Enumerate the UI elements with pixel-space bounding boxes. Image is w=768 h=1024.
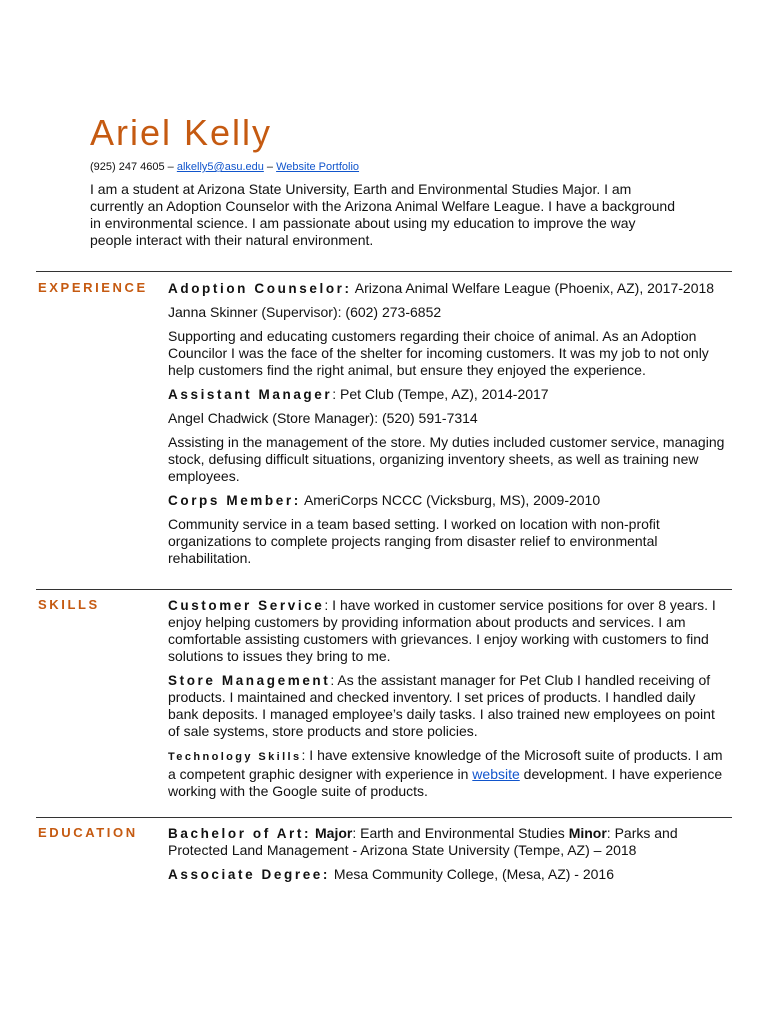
skill-name: Customer Service — [168, 598, 325, 613]
skill-text: : As the assistant manager for Pet Club I handled receiving of products. I maintained and checked inventory. I set prices of products. I handled daily bank deposits. I managed employee’s daily tasks. I also trained new employees on point of sale systems, store products and store policies. — [168, 672, 715, 739]
major-label: Major — [311, 825, 353, 841]
phone-number: (925) 247 4605 — [90, 161, 165, 173]
skill-text: : I have extensive knowledge of the Microsoft suite of products. I am a competent graphic designer with experience in — [168, 747, 723, 782]
skill-name: Technology Skills — [168, 751, 302, 763]
job-role: Assistant Manager — [168, 387, 333, 402]
job-description: Assisting in the management of the store. My duties included customer service, managing stock, defusing difficult situations, organizing inventory sheets, as well as training new employees. — [168, 434, 725, 484]
job-org: AmeriCorps NCCC (Vicksburg, MS), 2009-2010 — [300, 492, 601, 508]
education-item — [168, 825, 728, 859]
skill-item — [168, 672, 728, 740]
minor-text: : Parks and Protected Land Management - Arizona State University (Tempe, AZ) – 2018 — [168, 825, 678, 858]
section-divider — [36, 589, 732, 590]
minor-label: Minor — [568, 825, 607, 841]
email-link[interactable]: alkelly5@asu.edu — [176, 161, 264, 173]
separator: – — [263, 161, 277, 173]
summary-paragraph: I am a student at Arizona State University, Earth and Environmental Studies Major. I am currently an Adoption Counselor with the Arizona Animal Welfare League. I have a background in environmental science. I am passionate about using my education to improve the way people interact with their natural environment. — [90, 181, 675, 248]
education-list — [168, 825, 728, 883]
section-divider — [36, 271, 732, 272]
experience-list — [168, 280, 728, 567]
job-role: Adoption Counselor: — [168, 281, 352, 296]
job-org: : Pet Club (Tempe, AZ), 2014-2017 — [332, 386, 549, 402]
degree-name: Associate Degree: — [168, 867, 331, 882]
skill-name: Store Management — [168, 673, 331, 688]
degree-name: Bachelor of Art: — [168, 826, 312, 841]
candidate-name: Ariel Kelly — [90, 112, 273, 153]
job-heading — [168, 386, 728, 403]
contact-line — [90, 161, 359, 173]
website-link[interactable]: website — [472, 766, 520, 782]
job-org: Arizona Animal Welfare League (Phoenix, AZ), 2017-2018 — [351, 280, 715, 296]
skills-list — [168, 597, 728, 800]
skill-item — [168, 747, 728, 800]
job-contact: Angel Chadwick (Store Manager): (520) 591-7314 — [168, 410, 478, 426]
job-heading — [168, 492, 728, 509]
skill-text: development. I have experience working with the Google suite of products. — [168, 766, 723, 799]
section-title-experience: EXPERIENCE — [38, 280, 148, 295]
job-role: Corps Member: — [168, 493, 301, 508]
major-text: : Earth and Environmental Studies — [352, 825, 569, 841]
job-heading — [168, 280, 728, 297]
job-contact: Janna Skinner (Supervisor): (602) 273-6852 — [168, 304, 442, 320]
section-title-skills: SKILLS — [38, 597, 100, 612]
job-description: Supporting and educating customers regarding their choice of animal. As an Adoption Councilor I was the face of the shelter for incoming customers. It was my job to not only help customers find the right animal, but ensure they enjoyed the experience. — [168, 328, 709, 378]
education-item — [168, 866, 728, 883]
separator: – — [164, 161, 177, 173]
portfolio-link[interactable]: Website Portfolio — [276, 161, 360, 173]
skill-item — [168, 597, 728, 665]
section-divider — [36, 817, 732, 818]
section-title-education: EDUCATION — [38, 825, 138, 840]
skill-text: : I have worked in customer service positions for over 8 years. I enjoy helping customers by providing information about products and services. I am comfortable assisting customers with grievances. I enjoy working with customers to find solutions to issues they bring to me. — [168, 597, 716, 664]
education-text: Mesa Community College, (Mesa, AZ) - 2016 — [330, 866, 615, 882]
job-description: Community service in a team based setting. I worked on location with non-profit organizations to complete projects ranging from disaster relief to environmental rehabilitation. — [168, 516, 660, 566]
